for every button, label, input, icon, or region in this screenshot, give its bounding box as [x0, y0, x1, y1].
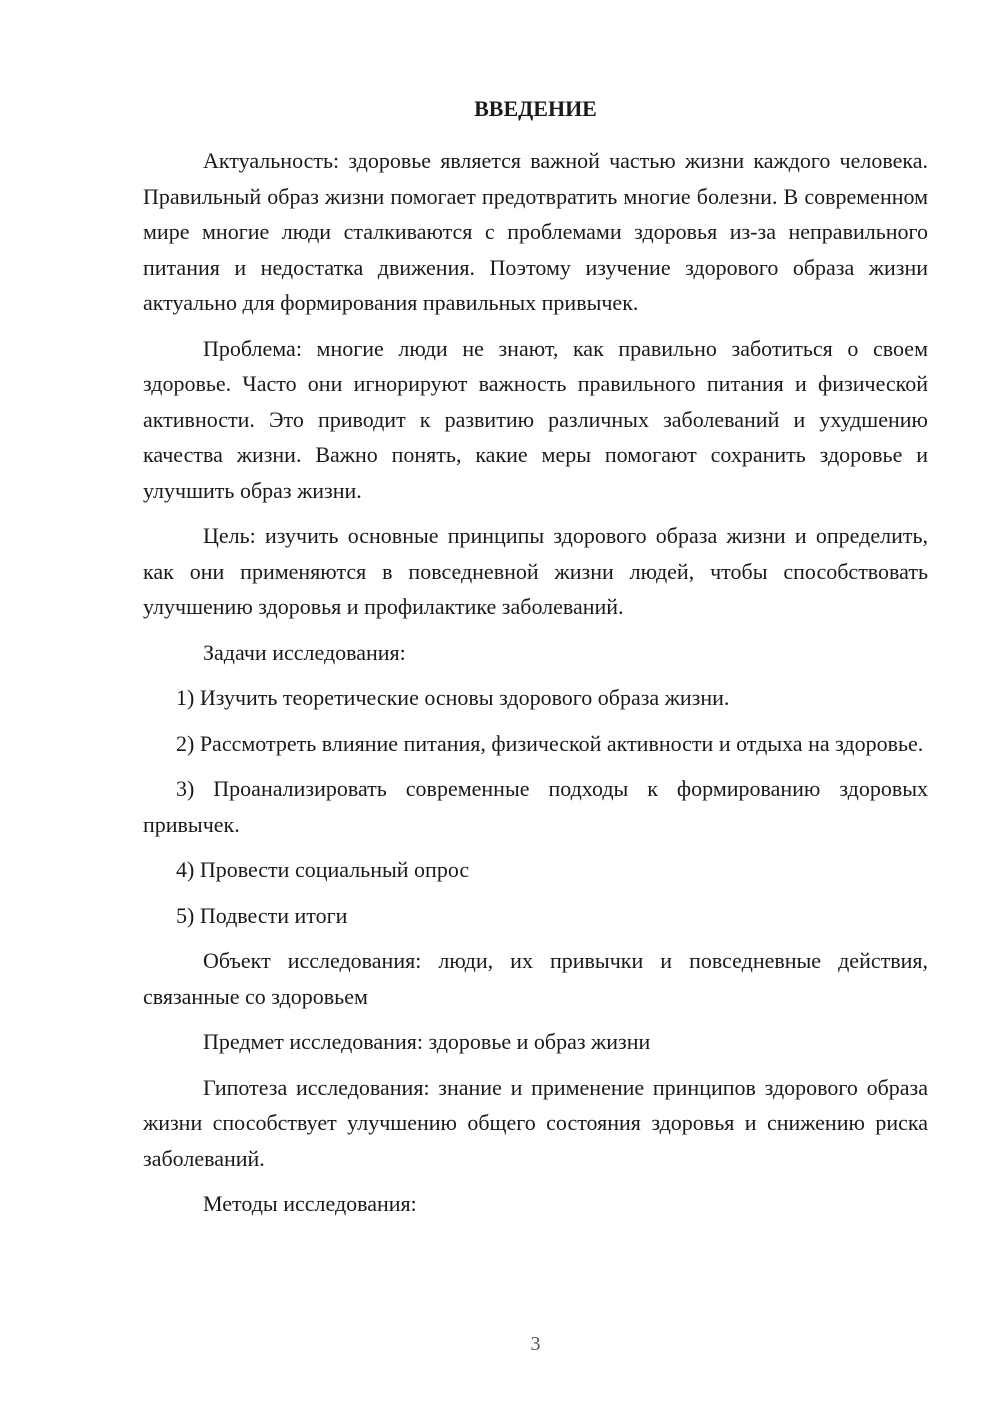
- list-item: 3) Проанализировать современные подходы к формированию здоровых привычек.: [143, 776, 928, 837]
- hypothesis-paragraph: Гипотеза исследования: знание и применение принципов здорового образа жизни способствует улучшению общего состояния здоровья и снижению риска заболеваний.: [143, 1074, 928, 1171]
- object-paragraph: Объект исследования: люди, их привычки и повседневные действия, связанные со здоровьем: [143, 948, 928, 1009]
- page-title: ВВЕДЕНИЕ: [474, 96, 597, 121]
- subject-paragraph: Предмет исследования: здоровье и образ жизни: [203, 1029, 651, 1054]
- list-item: 5) Подвести итоги: [176, 902, 348, 928]
- tasks-list: [143, 680, 928, 933]
- list-item: 1) Изучить теоретические основы здорового образа жизни.: [176, 685, 730, 710]
- list-item: 4) Провести социальный опрос: [176, 857, 470, 882]
- problem-paragraph: Проблема: многие люди не знают, как правильно заботиться о своем здоровье. Часто они игнорируют важность правильного питания и физической активности. Это приводит к развитию различных заболеваний и ухудшению качества жизни. Важно понять, какие меры помогают сохранить здоровье и улучшить образ жизни.: [143, 335, 928, 503]
- relevance-paragraph: Актуальность: здоровье является важной частью жизни каждого человека. Правильный образ жизни помогает предотвратить многие болезни. В современном мире многие люди сталкиваются с проблемами здоровья из-за неправильного питания и недостатка движения. Поэтому изучение здорового образа жизни актуально для формирования правильных привычек.: [143, 148, 928, 315]
- page-number: 3: [530, 1333, 541, 1355]
- list-item: 2) Рассмотреть влияние питания, физической активности и отдыха на здоровье.: [176, 730, 924, 756]
- tasks-heading: Задачи исследования:: [203, 639, 406, 665]
- methods-heading: Методы исследования:: [203, 1191, 417, 1216]
- document-body: [143, 143, 928, 1232]
- goal-paragraph: Цель: изучить основные принципы здорового образа жизни и определить, как они применяются в повседневной жизни людей, чтобы способствовать улучшению здоровья и профилактике заболеваний.: [143, 523, 928, 619]
